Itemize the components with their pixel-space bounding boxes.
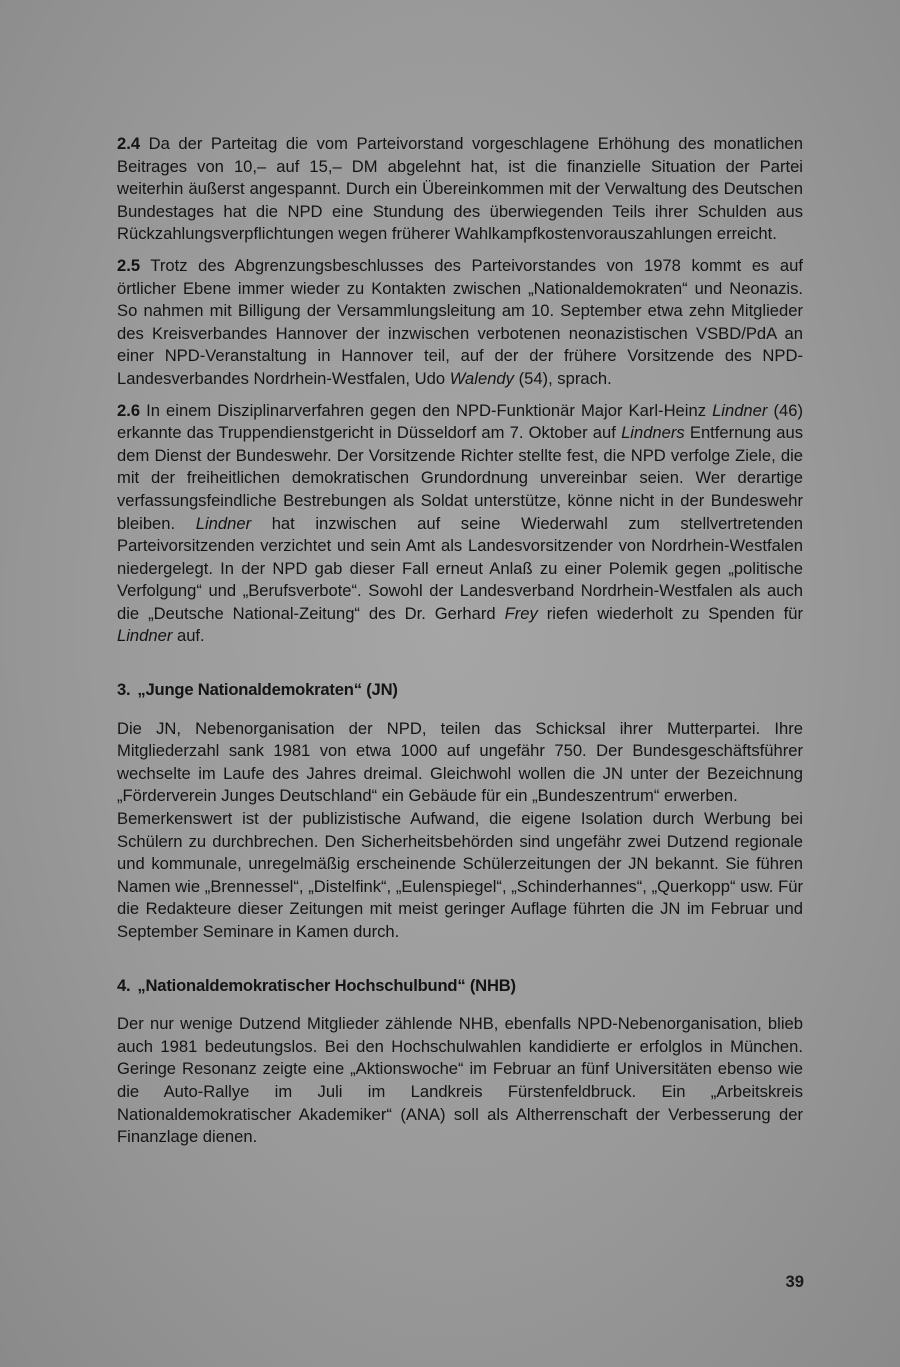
paragraph-text: Bemerkenswert ist der publizistische Aufwand, die eigene Isolation durch Werbung bei Schülern zu durchbrechen. Den Sicherheitsbehörden sind ungefähr zwei Dutzend regionale und kommunale, unregelmäßig erscheinende Schülerzeitungen der JN bekannt. Sie führen Namen wie „Brennessel“, „Distelfink“, „Eulenspiegel“, „Schinderhannes“, „Querkopp“ usw. Für die Redakteure dieser Zeitungen mit meist geringer Auflage führten die JN im Februar und September Seminare in Kamen durch.: [117, 809, 803, 941]
paragraph-text: hat inzwischen auf seine Wiederwahl zum stellvertretenden Parteivorsitzenden verzichtet und sein Amt als Landesvorsitzender von Nordrhein-Westfalen niedergelegt. In der NPD gab dieser Fall erneut Anlaß zu einer Polemik gegen „politische Verfolgung“ und „Berufsverbote“. Sowohl der Landesverband Nordrhein-Westfalen als auch die „Deutsche National-Zeitung“ des Dr. Gerhard: [117, 513, 803, 623]
paragraph-text: (54), sprach.: [513, 368, 612, 388]
paragraph-2-5: [117, 255, 803, 391]
person-name: Frey: [504, 603, 538, 623]
paragraph-text: Entfernung aus dem Dienst der Bundeswehr. Der Vorsitzende Richter stellte fest, die NPD verfolge Ziele, die mit der freiheitlichen demokratischen Grundordnung unvereinbar seien. Wer derartige verfassungsfeindliche Bestrebungen als Soldat unterstütze, könne nicht in der Bundeswehr bleiben.: [117, 423, 803, 533]
paragraph-4-1: [117, 1013, 803, 1149]
person-name: Walendy: [449, 368, 514, 388]
heading-number: 4.: [117, 975, 131, 995]
paragraph-text: auf.: [172, 626, 205, 646]
section-heading-3: [117, 679, 803, 702]
paragraph-2-6: [117, 400, 803, 649]
paragraph-text: Die JN, Nebenorganisation der NPD, teilen das Schicksal ihrer Mutterpartei. Ihre Mitgliederzahl sank 1981 von etwa 1000 auf ungefähr 750. Der Bundesgeschäftsführer wechselte im Laufe des Jahres dreimal. Gleichwohl wollen die JN unter der Bezeichnung „Förderverein Junges Deutschland“ ein Gebäude für ein „Bundeszentrum“ erwerben.: [117, 718, 803, 806]
paragraph-3-1: [117, 718, 803, 808]
person-name: Lindner: [195, 513, 252, 533]
section-number: 2.5: [117, 255, 141, 275]
person-name: Lindners: [621, 423, 685, 443]
section-number: 2.4: [117, 134, 141, 153]
heading-number: 3.: [117, 680, 131, 700]
paragraph-text: riefen wiederholt zu Spenden für: [537, 603, 804, 623]
heading-title: „Junge Nationaldemokraten“ (JN): [137, 680, 398, 700]
paragraph-text: Da der Parteitag die vom Parteivorstand vorgeschlagene Erhöhung des monatlichen Beitrages von 10,– auf 15,– DM abgelehnt hat, ist die finanzielle Situation der Partei weiterhin äußerst angespannt. Durch ein Übereinkommen mit der Verwaltung des Deutschen Bundestages hat die NPD eine Stundung des überwiegenden Teils ihrer Schulden aus Rückzahlungsverpflichtungen wegen früherer Wahlkampfkostenvorauszahlungen erreicht.: [117, 134, 803, 244]
section-heading-4: [117, 975, 803, 998]
paragraph-text: In einem Disziplinarverfahren gegen den NPD-Funktionär Major Karl-Heinz: [140, 400, 713, 420]
paragraph-3-2: [117, 808, 803, 944]
page-number: 39: [785, 1272, 804, 1291]
paragraph-text: (46) erkannte das Truppendienstgericht in Düsseldorf am 7. Oktober auf: [117, 400, 803, 443]
person-name: Lindner: [712, 400, 768, 420]
paragraph-text: Trotz des Abgrenzungsbeschlusses des Parteivorstandes von 1978 kommt es auf örtlicher Ebene immer wieder zu Kontakten zwischen „Nationaldemokraten“ und Neonazis. So nahmen mit Billigung der Versammlungsleitung am 10. September etwa zehn Mitglieder des Kreisverbandes Hannover der inzwischen verbotenen neonazistischen VSBD/PdA an einer NPD-Veranstaltung in Hannover teil, auf der der frühere Vorsitzende des NPD-Landesverbandes Nordrhein-Westfalen, Udo: [117, 255, 803, 388]
paragraph-2-4: [117, 133, 803, 246]
body-text: [117, 133, 803, 1158]
section-number: 2.6: [117, 400, 141, 420]
paragraph-text: Der nur wenige Dutzend Mitglieder zählende NHB, ebenfalls NPD-Nebenorganisation, blieb auch 1981 bedeutungslos. Bei den Hochschulwahlen kandidierte er erfolglos in München. Geringe Resonanz zeigte eine „Aktionswoche“ im Februar an fünf Universitäten ebenso wie die Auto-Rallye im Juli im Landkreis Fürstenfeldbruck. Ein „Arbeitskreis Nationaldemokratischer Akademiker“ (ANA) soll als Altherrenschaft der Verbesserung der Finanzlage dienen.: [117, 1014, 803, 1147]
heading-title: „Nationaldemokratischer Hochschulbund“ (NHB): [137, 975, 516, 995]
person-name: Lindner: [117, 626, 173, 646]
